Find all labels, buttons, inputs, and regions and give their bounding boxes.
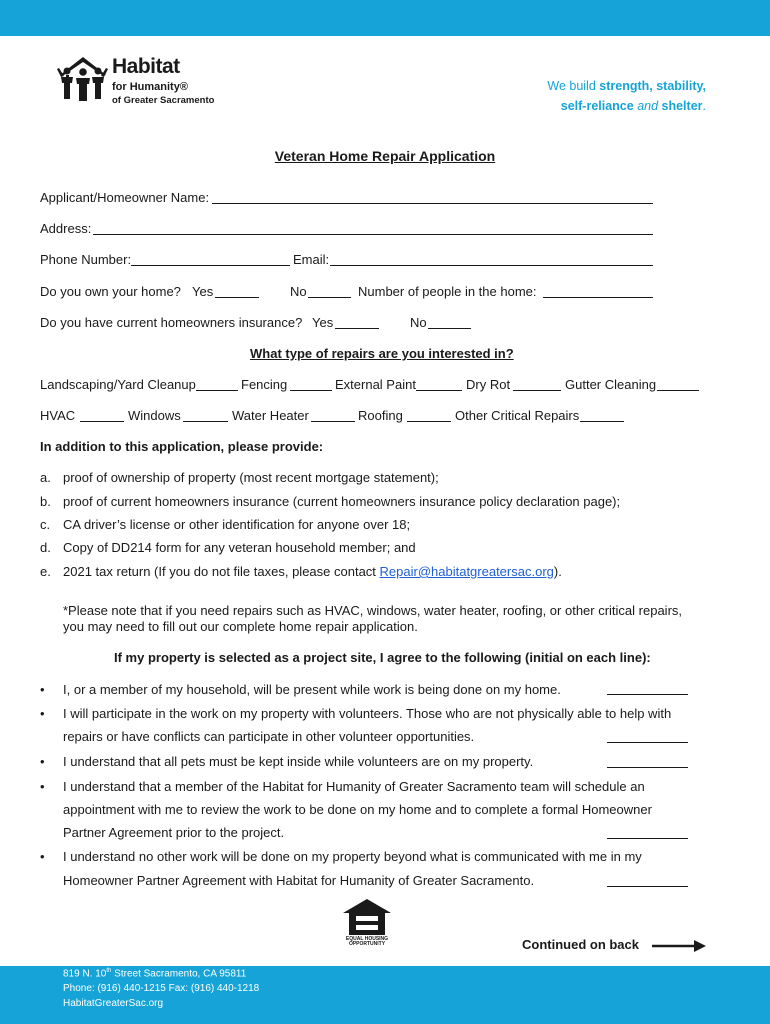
- repair-landscaping-field[interactable]: [196, 390, 238, 391]
- equal-housing-label: EQUAL HOUSING: [345, 936, 389, 942]
- email-field[interactable]: [330, 265, 653, 266]
- repair-option-other-critical: Other Critical Repairs: [455, 408, 580, 423]
- equal-housing-logo: [341, 897, 393, 949]
- provide-item-letter: e.: [40, 564, 51, 579]
- insurance-question: Do you have current homeowners insurance?: [40, 315, 303, 330]
- provide-item-text: 2021 tax return (If you do not file taxes, please contact Repair@habitatgreatersac.org).: [63, 564, 562, 579]
- repair-fencing-field[interactable]: [290, 390, 332, 391]
- agreement-heading: If my property is selected as a project site, I agree to the following (initial on each line):: [114, 650, 651, 665]
- repair-other-critical-field[interactable]: [580, 421, 624, 422]
- initial-field[interactable]: [607, 742, 688, 743]
- insurance-yes-label: Yes: [312, 315, 334, 330]
- address-label: Address:: [40, 221, 92, 236]
- agreement-text: I understand no other work will be done on my property beyond what is communicated with me in my: [63, 849, 642, 864]
- agreement-text: Partner Agreement prior to the project.: [63, 825, 285, 840]
- bullet-point: •: [40, 849, 45, 864]
- repairs-heading: What type of repairs are you interested in?: [250, 346, 514, 361]
- footer-address: 819 N. 10th Street Sacramento, CA 95811: [63, 968, 247, 980]
- own-home-question: Do you own your home?: [40, 284, 181, 299]
- habitat-house-people-icon: [56, 55, 110, 103]
- repair-option-roofing: Roofing: [358, 408, 403, 423]
- logo-text-greater-sacramento: of Greater Sacramento: [112, 95, 215, 106]
- repair-option-gutter-cleaning: Gutter Cleaning: [565, 377, 657, 392]
- agreement-text: appointment with me to review the work to be done on my home and to complete a formal Homeowner: [63, 802, 652, 817]
- people-count-field[interactable]: [543, 297, 653, 298]
- bullet-point: •: [40, 754, 45, 769]
- own-home-no-label: No: [290, 284, 307, 299]
- provide-item-text: CA driver’s license or other identification for anyone over 18;: [63, 517, 411, 532]
- provide-item-text: proof of ownership of property (most recent mortgage statement);: [63, 470, 439, 485]
- repair-option-water-heater: Water Heater: [232, 408, 309, 423]
- phone-label: Phone Number:: [40, 252, 132, 267]
- provide-item-letter: d.: [40, 540, 51, 555]
- agreement-text: I understand that all pets must be kept inside while volunteers are on my property.: [63, 754, 534, 769]
- repair-dry-rot-field[interactable]: [513, 390, 561, 391]
- agreement-text: repairs or have conflicts can participate in other volunteer opportunities.: [63, 729, 475, 744]
- repair-external-paint-field[interactable]: [416, 390, 462, 391]
- repair-option-hvac: HVAC: [40, 408, 76, 423]
- people-count-label: Number of people in the home:: [358, 284, 537, 299]
- continued-on-back: Continued on back: [522, 937, 639, 952]
- phone-field[interactable]: [131, 265, 290, 266]
- repair-windows-field[interactable]: [183, 421, 228, 422]
- agreement-text: I will participate in the work on my property with volunteers. Those who are not physically able to help with: [63, 706, 672, 721]
- provide-item-text: proof of current homeowners insurance (current homeowners insurance policy declaration page);: [63, 494, 621, 509]
- habitat-logo: [56, 55, 216, 115]
- top-color-band: [0, 0, 770, 36]
- address-field[interactable]: [93, 234, 653, 235]
- repair-option-windows: Windows: [128, 408, 181, 423]
- footer-website[interactable]: HabitatGreaterSac.org: [63, 998, 164, 1009]
- footer-phone-fax: Phone: (916) 440-1215 Fax: (916) 440-1218: [63, 983, 260, 994]
- initial-field[interactable]: [607, 767, 688, 768]
- agreement-text: I understand that a member of the Habitat for Humanity of Greater Sacramento team will schedule an: [63, 779, 645, 794]
- provide-item-letter: b.: [40, 494, 51, 509]
- applicant-name-field[interactable]: [212, 203, 653, 204]
- repair-option-external-paint: External Paint: [335, 377, 416, 392]
- logo-text-for-humanity: for Humanity®: [112, 81, 188, 93]
- applicant-name-label: Applicant/Homeowner Name:: [40, 190, 210, 205]
- provide-item-letter: c.: [40, 517, 51, 532]
- arrow-right-icon: [652, 940, 706, 952]
- note-line-1: *Please note that if you need repairs such as HVAC, windows, water heater, roofing, or other critical repairs,: [63, 603, 683, 618]
- own-home-no-field[interactable]: [308, 297, 351, 298]
- logo-text-habitat: Habitat: [112, 55, 180, 78]
- email-label: Email:: [293, 252, 330, 267]
- insurance-no-label: No: [410, 315, 427, 330]
- repair-hvac-field[interactable]: [80, 421, 124, 422]
- own-home-yes-field[interactable]: [215, 297, 259, 298]
- repair-option-landscaping: Landscaping/Yard Cleanup: [40, 377, 196, 392]
- insurance-yes-field[interactable]: [335, 328, 379, 329]
- bullet-point: •: [40, 779, 45, 794]
- initial-field[interactable]: [607, 694, 688, 695]
- opportunity-label: OPPORTUNITY: [348, 941, 386, 947]
- insurance-no-field[interactable]: [428, 328, 471, 329]
- provide-heading: In addition to this application, please provide:: [40, 439, 324, 454]
- provide-item-text: Copy of DD214 form for any veteran household member; and: [63, 540, 416, 555]
- repair-water-heater-field[interactable]: [311, 421, 355, 422]
- own-home-yes-label: Yes: [192, 284, 214, 299]
- equal-housing-house-icon: [341, 897, 393, 937]
- agreement-text: I, or a member of my household, will be present while work is being done on my home.: [63, 682, 561, 697]
- bullet-point: •: [40, 706, 45, 721]
- repair-roofing-field[interactable]: [407, 421, 451, 422]
- tagline: We build strength, stability, self-reliance and shelter.: [547, 79, 706, 113]
- repair-email-link[interactable]: Repair@habitatgreatersac.org: [379, 564, 554, 579]
- initial-field[interactable]: [607, 838, 688, 839]
- repair-gutter-cleaning-field[interactable]: [657, 390, 699, 391]
- note-line-2: you may need to fill out our complete home repair application.: [63, 619, 418, 634]
- initial-field[interactable]: [607, 886, 688, 887]
- form-title: Veteran Home Repair Application: [274, 148, 496, 164]
- repair-option-dry-rot: Dry Rot: [466, 377, 511, 392]
- agreement-text: Homeowner Partner Agreement with Habitat for Humanity of Greater Sacramento.: [63, 873, 535, 888]
- provide-item-letter: a.: [40, 470, 51, 485]
- repair-option-fencing: Fencing: [241, 377, 288, 392]
- footer: [0, 966, 770, 1024]
- bullet-point: •: [40, 682, 45, 697]
